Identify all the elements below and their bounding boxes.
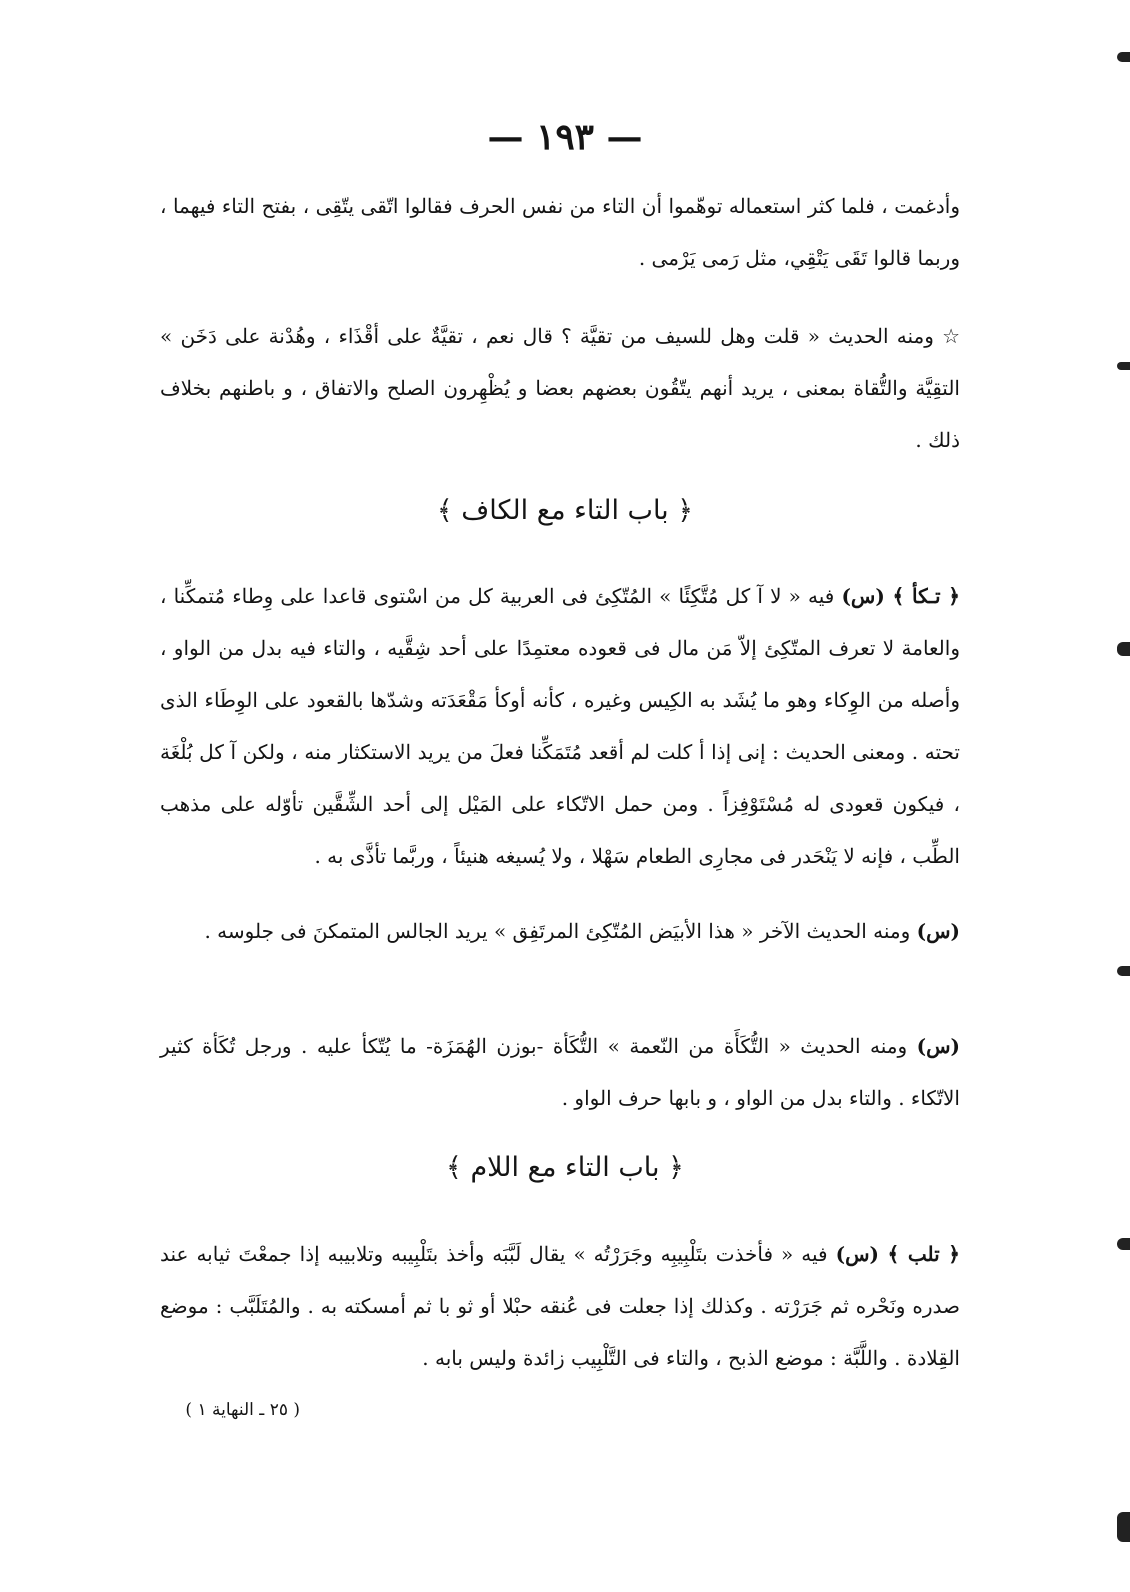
entry-hadith-tukaa	[160, 1020, 960, 1124]
entry-lead: ﴿ تلب ﴾ (س)	[835, 1242, 961, 1266]
entry-lead: (س)	[916, 919, 960, 943]
entry-takaa	[160, 570, 960, 882]
edge-mark	[1117, 1512, 1130, 1542]
entry-text: ومنه الحديث « التُّكَأَة من النّعمة » التُّكَأة -بوزن الهُمَزَة- ما يُتّكأ عليه . ورجل تُكَأة كثير الاتّكاء . والتاء بدل من الواو ، و بابها حرف الواو .	[160, 1034, 960, 1110]
entry-text: فيه « فأخذت بتَلْبِيبِه وجَرَرْتُه » يقال لَبَّبَه وأخذ بتَلْبِيبه وتلابيبه إذا جمعْتَ ثيابه عند صدره ونَحْره ثم جَرَرْته . وكذلك إذا جعلت فى عُنقه حبْلا أو ثو با ثم أمسكته به . والمُتَلَبَّب : موضع القِلادة . واللَّبَّة : موضع الذبح ، والتاء فى التَّلْبِيب زائدة وليس بابه .	[160, 1242, 960, 1370]
section-heading-kaf: ﴿ باب التاء مع الكاف ﴾	[436, 495, 694, 526]
entry-talab	[160, 1228, 960, 1384]
footnote: ( ٢٥ ـ النهاية ١ )	[185, 1400, 300, 1420]
edge-mark	[1117, 1238, 1130, 1250]
edge-mark	[1117, 642, 1130, 656]
entry-hadith-abyad	[160, 905, 960, 957]
page-number: — ١٩٣ —	[487, 116, 643, 158]
entry-lead: ﴿ تـكأ ﴾ (س)	[841, 584, 961, 608]
section-heading-lam: ﴿ باب التاء مع اللام ﴾	[446, 1152, 684, 1183]
edge-mark	[1117, 362, 1130, 370]
edge-mark	[1117, 52, 1130, 62]
paragraph-intro: وأدغمت ، فلما كثر استعماله توهّموا أن التاء من نفس الحرف فقالوا اتّقى يتّقِى ، بفتح التاء فيهما ، وربما قالوا تَقَى يَتْقِي، مثل رَمى يَرْمى .	[160, 194, 960, 270]
entry-text: ومنه الحديث الآخر « هذا الأبيَض المُتّكِئ المرتَفِق » يريد الجالس المتمكنَ فى جلوسه .	[204, 919, 911, 943]
entry-lead: (س)	[916, 1034, 961, 1058]
edge-mark	[1117, 966, 1130, 976]
paragraph-hadith: ☆ ومنه الحديث « قلت وهل للسيف من تقيَّة ؟ قال نعم ، تقيَّةٌ على أقْذَاء ، وهُدْنة على دَخَن » التقِيَّة والتُّقاة بمعنى ، يريد أنهم يتّقُون بعضهم بعضا و يُظْهِرون الصلح والاتفاق ، و باطنهم بخلاف ذلك .	[160, 324, 960, 452]
entry-text: فيه « لا آ كل مُتَّكِئًا » المُتّكِئ فى العربية كل من اسْتوى قاعدا على وِطاء مُتمكِّنا ، والعامة لا تعرف المتّكِئ إلاّ مَن مال فى قعوده معتمِدًا على أحد شِقَّيه ، والتاء فيه بدل من الواو ، وأصله من الوِكاء وهو ما يُشَد به الكِيس وغيره ، كأنه أوكأ مَقْعَدَته وشدّها بالقعود على الوِطَاء الذى تحته . ومعنى الحديث : إنى إذا أ كلت لم أقعد مُتَمَكِّنا فعلَ من يريد الاستكثار منه ، ولكن آ كل بُلْغَة ، فيكون قعودى له مُسْتَوْفِزاً . ومن حمل الاتّكاء على المَيْل إلى أحد الشِّقَّين تأوّله على مذهب الطِّب ، فإنه لا يَنْحَدر فى مجارِى الطعام سَهْلا ، ولا يُسيغه هنيئاً ، وربَّما تأذَّى به .	[160, 584, 960, 868]
